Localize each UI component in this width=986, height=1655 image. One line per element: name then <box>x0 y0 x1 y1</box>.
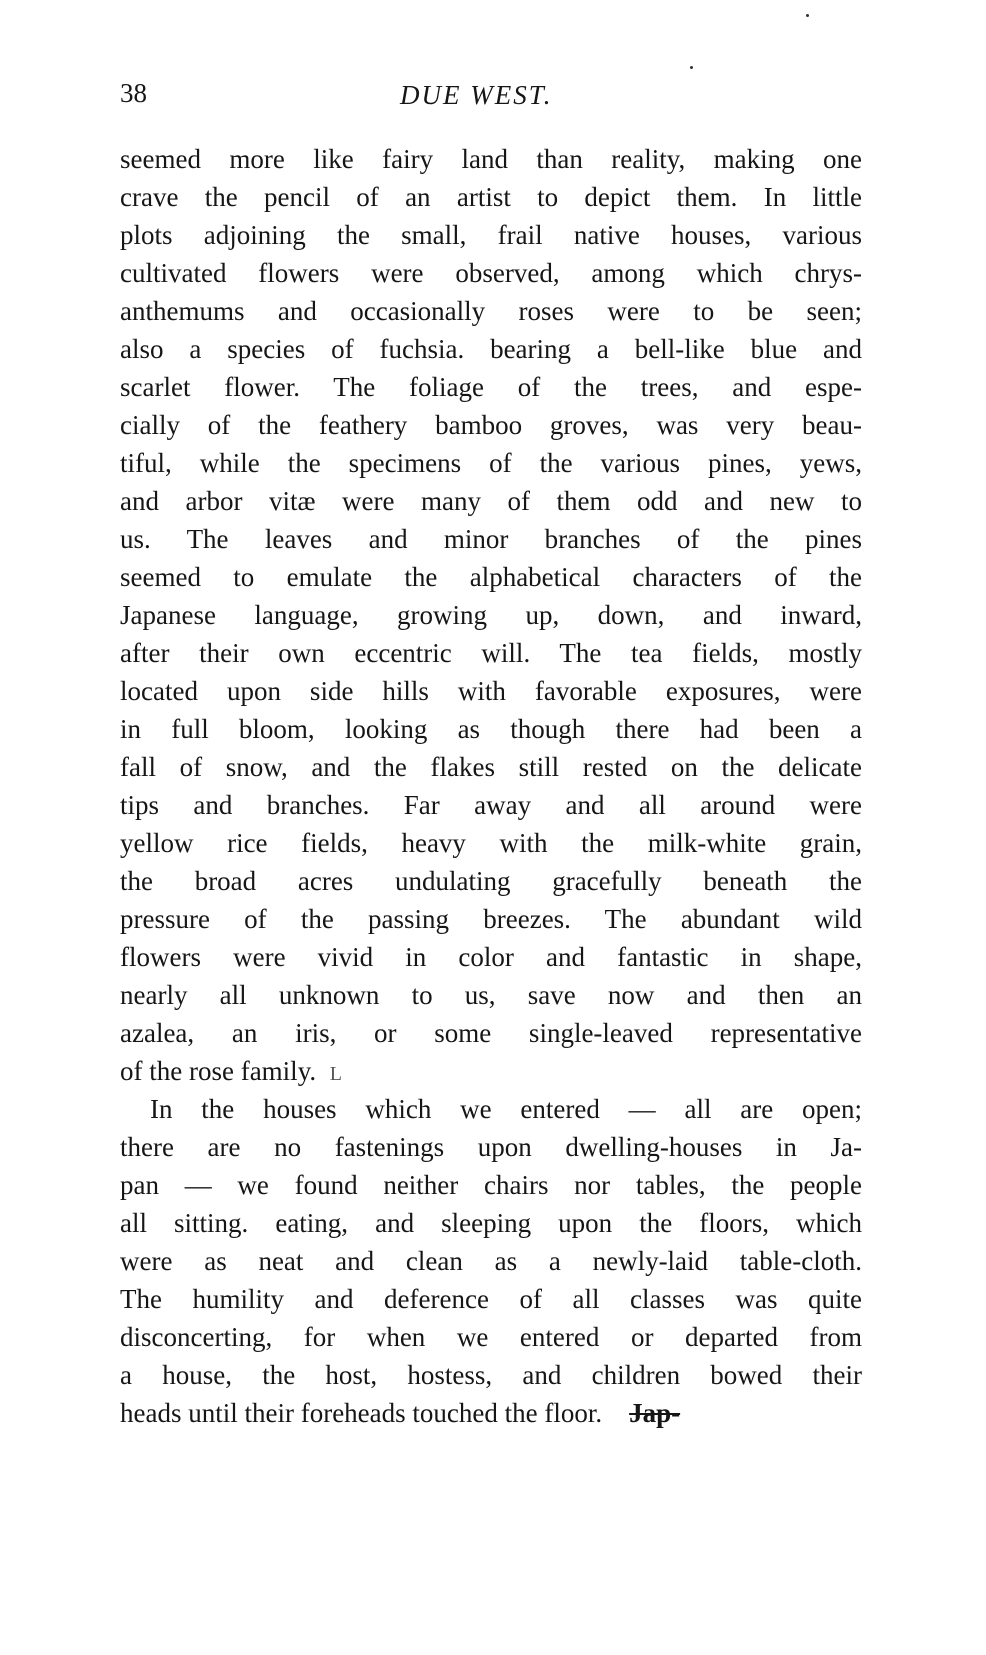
text-line: tips and branches. Far away and all around were <box>120 790 862 820</box>
text-line: fall of snow, and the flakes still rested on the delicate <box>120 752 862 782</box>
text-line: The humility and deference of all classes was quite <box>120 1284 862 1314</box>
running-title: DUE WEST. <box>400 80 553 110</box>
text-line: seemed to emulate the alphabetical characters of the <box>120 562 862 592</box>
page-header <box>120 78 860 118</box>
text-line: disconcerting, for when we entered or departed from <box>120 1322 862 1352</box>
text-line: located upon side hills with favorable exposures, were <box>120 676 862 706</box>
text-line: after their own eccentric will. The tea fields, mostly <box>120 638 862 668</box>
text-line: anthemums and occasionally roses were to be seen; <box>120 296 862 326</box>
text-line: crave the pencil of an artist to depict them. In little <box>120 182 862 212</box>
text-line: pressure of the passing breezes. The abundant wild <box>120 904 862 934</box>
text-line: cultivated flowers were observed, among which chrys- <box>120 258 862 288</box>
text-line: cially of the feathery bamboo groves, was very beau- <box>120 410 862 440</box>
paper-speck <box>806 14 809 17</box>
text-line-paragraph-end <box>120 1052 862 1090</box>
text-line: in full bloom, looking as though there had been a <box>120 714 862 744</box>
text-line: tiful, while the specimens of the various pines, yews, <box>120 448 862 478</box>
text-line: there are no fastenings upon dwelling-houses in Ja- <box>120 1132 862 1162</box>
text-line-content: heads until their foreheads touched the floor. <box>120 1398 603 1428</box>
text-line: plots adjoining the small, frail native houses, various <box>120 220 862 250</box>
text-line: Japanese language, growing up, down, and inward, <box>120 600 862 630</box>
paper-speck <box>690 66 693 69</box>
pencil-margin-mark: L <box>329 1063 342 1085</box>
text-line: flowers were vivid in color and fantastic in shape, <box>120 942 862 972</box>
text-line: nearly all unknown to us, save now and then an <box>120 980 862 1010</box>
text-line: and arbor vitæ were many of them odd and new to <box>120 486 862 516</box>
struck-out-word: Jap- <box>629 1398 681 1428</box>
text-line: scarlet flower. The foliage of the trees, and espe- <box>120 372 862 402</box>
text-line-content: of the rose family. <box>120 1056 317 1086</box>
text-line: all sitting. eating, and sleeping upon the floors, which <box>120 1208 862 1238</box>
text-line-indented: In the houses which we entered — all are open; <box>150 1094 862 1124</box>
text-line: seemed more like fairy land than reality, making one <box>120 144 862 174</box>
text-line: yellow rice fields, heavy with the milk-white grain, <box>120 828 862 858</box>
text-line: were as neat and clean as a newly-laid table-cloth. <box>120 1246 862 1276</box>
page-number: 38 <box>120 78 147 108</box>
text-line: azalea, an iris, or some single-leaved representative <box>120 1018 862 1048</box>
text-line: also a species of fuchsia. bearing a bell-like blue and <box>120 334 862 364</box>
body-text <box>120 140 862 1432</box>
text-line: the broad acres undulating gracefully beneath the <box>120 866 862 896</box>
text-line-final <box>120 1394 862 1432</box>
text-line: a house, the host, hostess, and children bowed their <box>120 1360 862 1390</box>
text-line: us. The leaves and minor branches of the pines <box>120 524 862 554</box>
text-line: pan — we found neither chairs nor tables, the people <box>120 1170 862 1200</box>
